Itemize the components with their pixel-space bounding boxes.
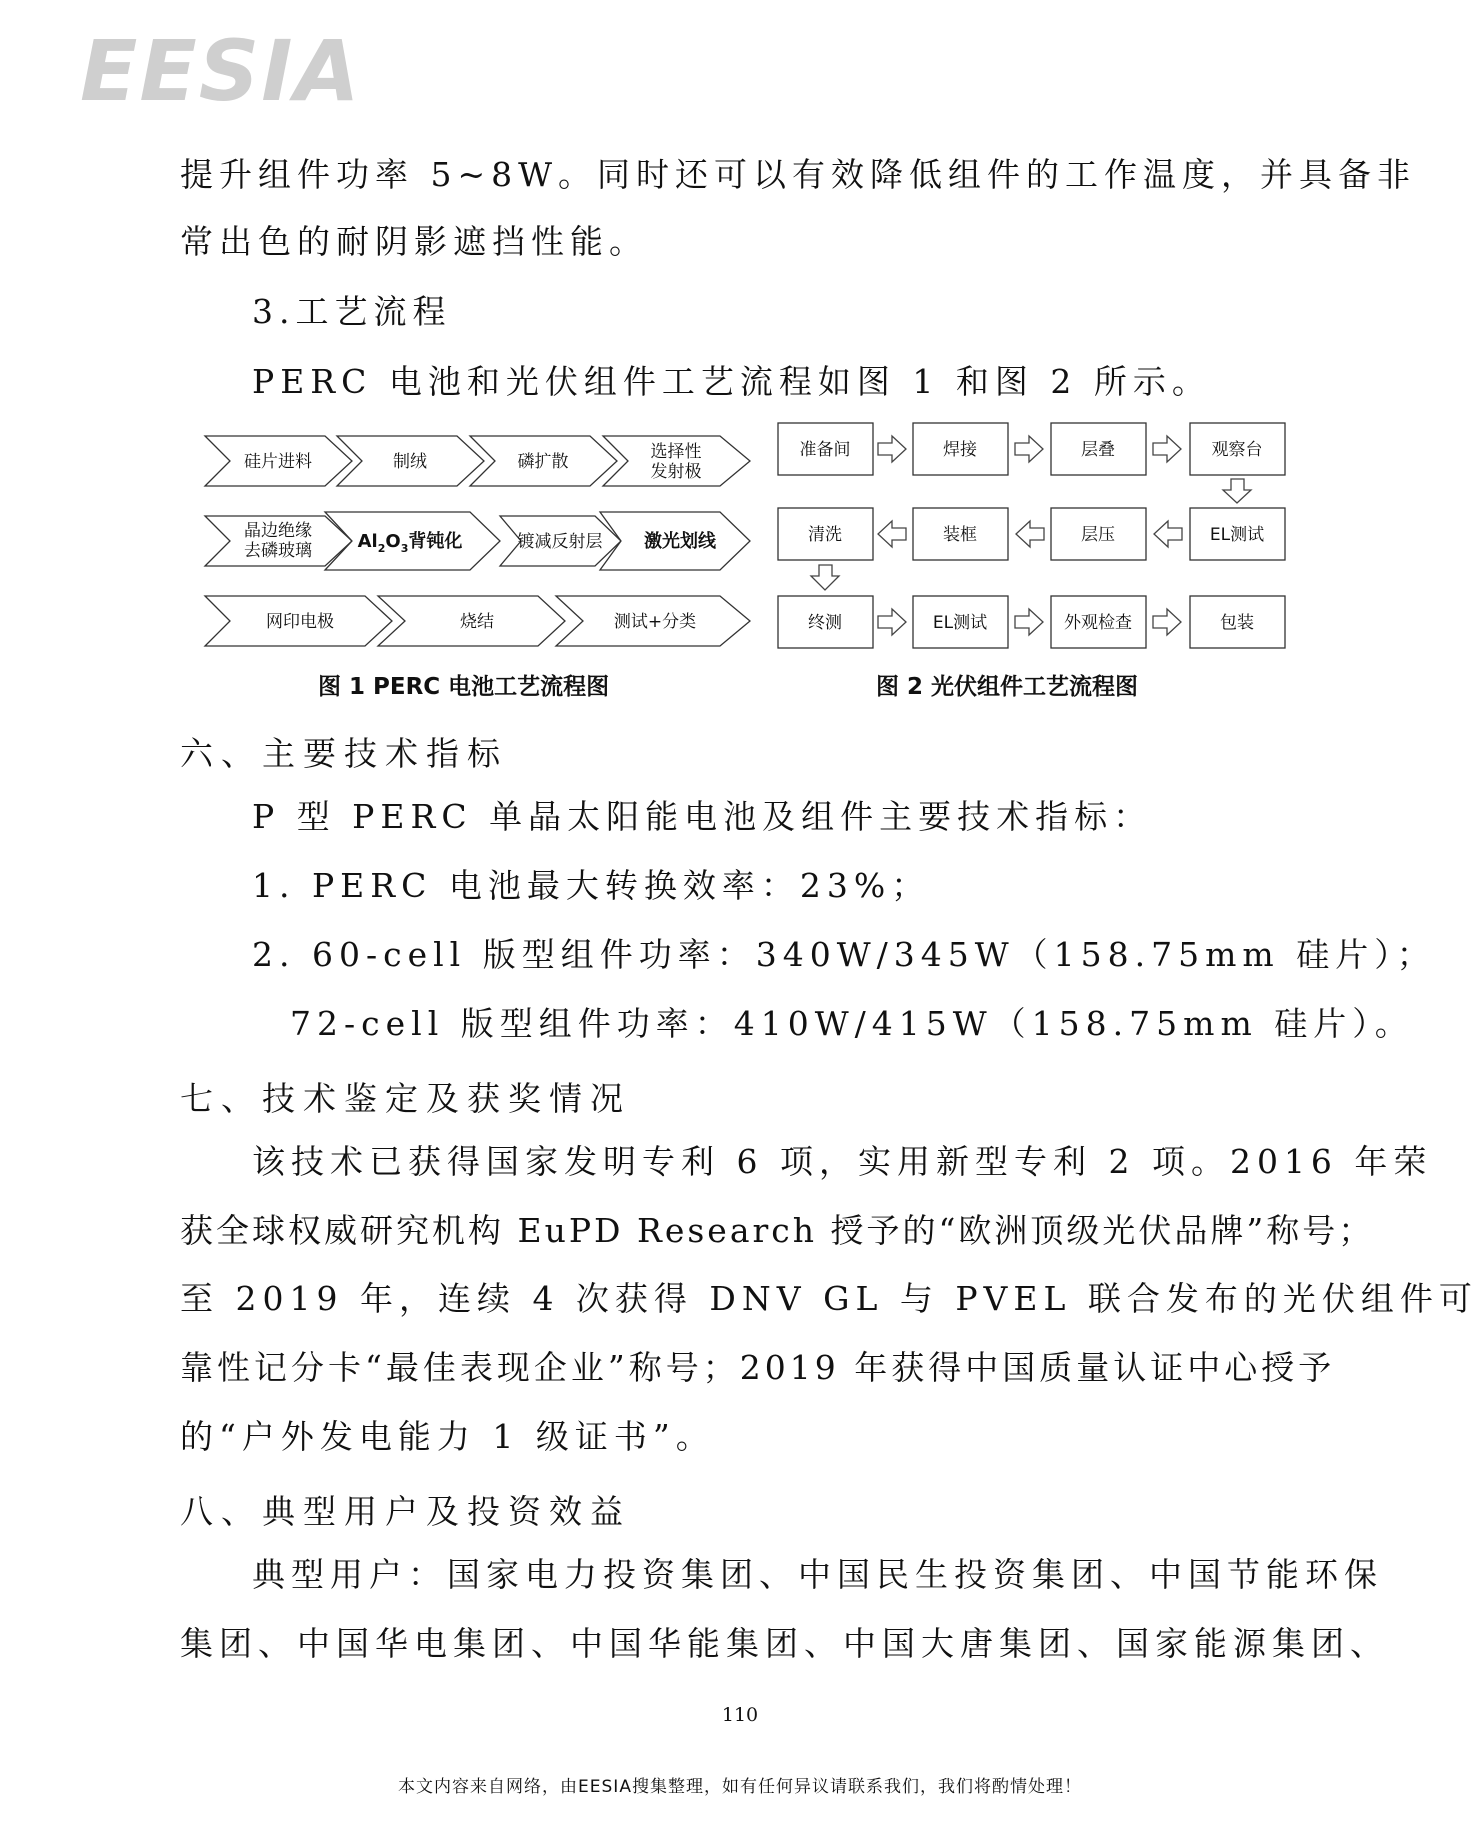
paragraph-line: 靠性记分卡“最佳表现企业”称号；2019 年获得中国质量认证中心授予 — [180, 1348, 1336, 1387]
paragraph-line: 该技术已获得国家发明专利 6 项，实用新型专利 2 项。2016 年荣 — [252, 1142, 1433, 1181]
flow-step-label: 镀减反射层 — [517, 532, 603, 552]
arrow-right-icon — [1153, 609, 1181, 635]
flow-step-label: 包装 — [1220, 613, 1254, 633]
figure-1-caption: 图 1 PERC 电池工艺流程图 — [318, 674, 610, 700]
arrow-down-icon — [1223, 479, 1251, 503]
flow-step-label: EL测试 — [932, 613, 988, 633]
flow-step-label: 准备间 — [799, 440, 851, 460]
flow-step-label: 观察台 — [1211, 440, 1263, 460]
flow-step-label: $Al_2O_3$背钝化 — [357, 531, 463, 555]
section-heading-seven: 七、技术鉴定及获奖情况 — [180, 1079, 631, 1118]
flow-step-label: 清洗 — [808, 525, 842, 545]
flow-step-label: 层压 — [1081, 525, 1115, 545]
figure-2-caption: 图 2 光伏组件工艺流程图 — [876, 674, 1139, 700]
paragraph-line: PERC 电池和光伏组件工艺流程如图 1 和图 2 所示。 — [252, 362, 1211, 401]
arrow-right-icon — [1015, 609, 1043, 635]
flow-step-label: 选择性 — [650, 442, 702, 462]
paragraph-line: 典型用户：国家电力投资集团、中国民生投资集团、中国节能环保 — [252, 1555, 1383, 1594]
paragraph-line: 集团、中国华电集团、中国华能集团、中国大唐集团、国家能源集团、 — [180, 1624, 1389, 1663]
paragraph-line: 72-cell 版型组件功率：410W/415W（158.75mm 硅片）。 — [290, 1004, 1414, 1043]
eesia-logo: EESIA — [80, 22, 362, 120]
flow-step-label: 层叠 — [1081, 440, 1115, 460]
paragraph-line: 常出色的耐阴影遮挡性能。 — [180, 222, 648, 261]
section-heading-six: 六、主要技术指标 — [180, 734, 508, 773]
arrow-down-icon — [811, 565, 839, 590]
section-heading-eight: 八、典型用户及投资效益 — [180, 1492, 631, 1531]
arrow-left-icon — [1016, 521, 1044, 547]
flow-step-label: 测试+分类 — [613, 612, 697, 632]
flow-step-label: 烧结 — [460, 612, 494, 632]
flow-step-label: 发射极 — [650, 462, 702, 482]
footer-notice: 本文内容来自网络，由EESIA搜集整理，如有任何异议请联系我们，我们将酌情处理！ — [398, 1777, 1082, 1797]
arrow-right-icon — [878, 436, 906, 462]
figure-1-perc-flowchart — [200, 428, 760, 650]
flow-step-label: 磷扩散 — [517, 452, 569, 472]
paragraph-line: 1. PERC 电池最大转换效率：23%； — [252, 866, 931, 905]
flow-step-label: 终测 — [808, 613, 842, 633]
paragraph-line: 获全球权威研究机构 EuPD Research 授予的“欧洲顶级光伏品牌”称号； — [180, 1211, 1375, 1250]
paragraph-line: P 型 PERC 单晶太阳能电池及组件主要技术指标： — [252, 797, 1153, 836]
page-number: 110 — [721, 1704, 759, 1726]
paragraph-line: 提升组件功率 5~8W。同时还可以有效降低组件的工作温度，并具备非 — [180, 155, 1417, 194]
paragraph-line: 的“户外发电能力 1 级证书”。 — [180, 1417, 715, 1456]
flow-step-label: 网印电极 — [266, 612, 334, 632]
flow-step-label: EL测试 — [1209, 525, 1265, 545]
section-heading-process: 3.工艺流程 — [252, 292, 452, 331]
flow-step-label: 硅片进料 — [244, 452, 312, 472]
arrow-right-icon — [878, 609, 906, 635]
flow-step-label: 去磷玻璃 — [244, 541, 312, 561]
flow-step-label: 晶边绝缘 — [244, 521, 312, 541]
flow-step-label: 装框 — [943, 525, 977, 545]
flow-step-label: 焊接 — [943, 440, 977, 460]
paragraph-line: 2. 60-cell 版型组件功率：340W/345W（158.75mm 硅片）； — [252, 935, 1436, 974]
paragraph-line: 至 2019 年，连续 4 次获得 DNV GL 与 PVEL 联合发布的光伏组件可 — [180, 1279, 1478, 1318]
figure-2-module-flowchart — [770, 418, 1290, 658]
flow-step-label: 外观检查 — [1064, 613, 1132, 633]
arrow-left-icon — [1154, 521, 1182, 547]
arrow-right-icon — [1153, 436, 1181, 462]
flow-step-label: 激光划线 — [644, 531, 716, 552]
flow-step-label: 制绒 — [393, 452, 427, 472]
arrow-left-icon — [878, 521, 906, 547]
arrow-right-icon — [1015, 436, 1043, 462]
